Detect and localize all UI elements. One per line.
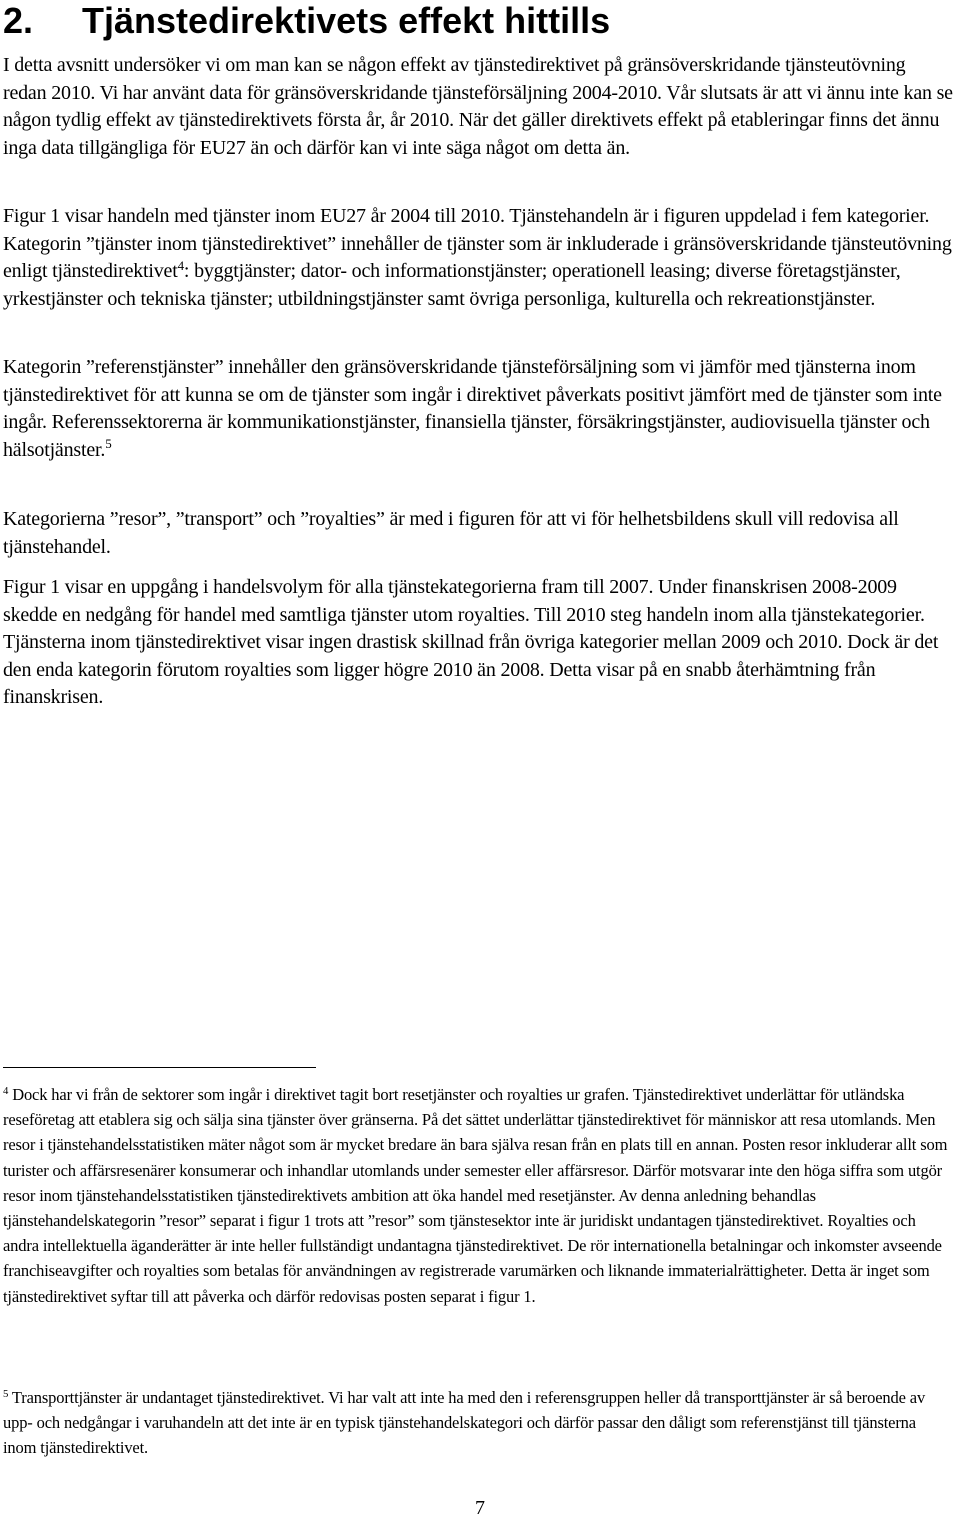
footnote-ref-5[interactable]: 5 [105, 436, 112, 452]
footnote-marker: 4 [3, 1085, 9, 1098]
paragraph-text: Kategorierna ”resor”, ”transport” och ”royalties” är med i figuren för att vi för helhetsbildens skull vill redovisa all tjänstehandel. [3, 508, 899, 558]
footnote-text: Transporttjänster är undantaget tjänstedirektivet. Vi har valt att inte ha med den i referensgruppen heller då transporttjänster är så beroende av upp- och nedgångar i varuhandeln att det inte är en typisk tjänstehandelskategori och därför passar den dåligt som referenstjänst till tjänsterna inom tjänstedirektivet. [3, 1388, 926, 1458]
footnote-separator [3, 1067, 316, 1068]
footnote-5 [3, 1385, 953, 1461]
page-number: 7 [475, 1497, 485, 1519]
paragraph-text: Figur 1 visar handeln med tjänster inom EU27 år 2004 till 2010. Tjänstehandeln är i figuren uppdelad i fem kategorier. Kategorin ”tjänster inom tjänstedirektivet” innehåller de tjänster som är inkluderade i gränsöverskridande tjänsteutövning enligt tjänstedirektivet [3, 205, 952, 282]
footnote-4 [3, 1082, 953, 1309]
body-paragraph-3 [3, 354, 953, 464]
paragraph-text: Kategorin ”referenstjänster” innehåller den gränsöverskridande tjänsteförsäljning som vi jämför med tjänsterna inom tjänstedirektivet för att kunna se om de tjänster som ingår i direktivet påverkats positivt jämfört med de tjänster som inte ingår. Referenssektorerna är kommunikationstjänster, finansiella tjänster, försäkringstjänster, audiovisuella tjänster och hälsotjänster. [3, 356, 942, 461]
body-paragraph-2 [3, 203, 953, 313]
body-paragraph-1 [3, 52, 953, 162]
paragraph-text: I detta avsnitt undersöker vi om man kan se någon effekt av tjänstedirektivet på gränsöverskridande tjänsteutövning redan 2010. Vi har använt data för gränsöverskridande tjänsteförsäljning 2004-2010. Vår slutsats är att vi ännu inte kan se någon tydlig effekt av tjänstedirektivets första år, år 2010. När det gäller direktivets effekt på etableringar finns det ännu inga data tillgängliga för EU27 än och därför kan vi inte säga något om detta än. [3, 54, 953, 159]
footnote-marker: 5 [3, 1388, 9, 1401]
body-paragraph-5 [3, 574, 953, 712]
footnote-ref-4[interactable]: 4 [177, 257, 184, 273]
footnote-text: Dock har vi från de sektorer som ingår i direktivet tagit bort resetjänster och royalties ur grafen. Tjänstedirektivet underlättar för utländska reseföretag att etablera sig och sälja sina tjänster över gränserna. På det sättet underlättar tjänstedirektivet för människor att resa utomlands. Men resor i tjänstehandelsstatistiken mäter något som är mycket bredare än bara själva resan från en plats till en annan. Posten resor inkluderar allt som turister och affärsresenärer konsumerar och inhandlar utomlands under semester eller affärsresor. Därför motsvarar inte den höga siffra som utgör resor inom tjänstehandelsstatistiken tjänstedirektivets ambition att öka handel med resetjänster. Av denna anledning behandlas tjänstehandelskategorin ”resor” separat i figur 1 trots att ”resor” som tjänstesektor inte är juridiskt undantagen tjänstedirektivet. Royalties och andra intellektuella äganderätter är inte heller fullständigt undantagna tjänstedirektivet. De rör internationella betalningar och inkomster avseende franchiseavgifter och royalties som betalas för användningen av registrerade varumärken och liknande immaterialrättigheter. Detta är inget som tjänstedirektivet syftar till att påverka och därför redovisas posten separat i figur 1. [3, 1085, 948, 1306]
section-heading [3, 0, 953, 42]
body-paragraph-4 [3, 506, 953, 561]
paragraph-text: Figur 1 visar en uppgång i handelsvolym för alla tjänstekategorierna fram till 2007. Under finanskrisen 2008-2009 skedde en nedgång för handel med samtliga tjänster utom royalties. Till 2010 steg handeln inom alla tjänstekategorier. Tjänsterna inom tjänstedirektivet visar ingen drastisk skillnad från övriga kategorier mellan 2009 och 2010. Dock är det den enda kategorin förutom royalties som ligger högre 2010 än 2008. Detta visar på en snabb återhämtning från finanskrisen. [3, 576, 939, 708]
section-title: Tjänstedirektivets effekt hittills [82, 0, 611, 41]
paragraph-text: : byggtjänster; dator- och informationstjänster; operationell leasing; diverse företagstjänster, yrkestjänster och tekniska tjänster; utbildningstjänster samt övriga personliga, kulturella och rekreationstjänster. [3, 260, 901, 310]
section-number: 2. [3, 0, 34, 41]
